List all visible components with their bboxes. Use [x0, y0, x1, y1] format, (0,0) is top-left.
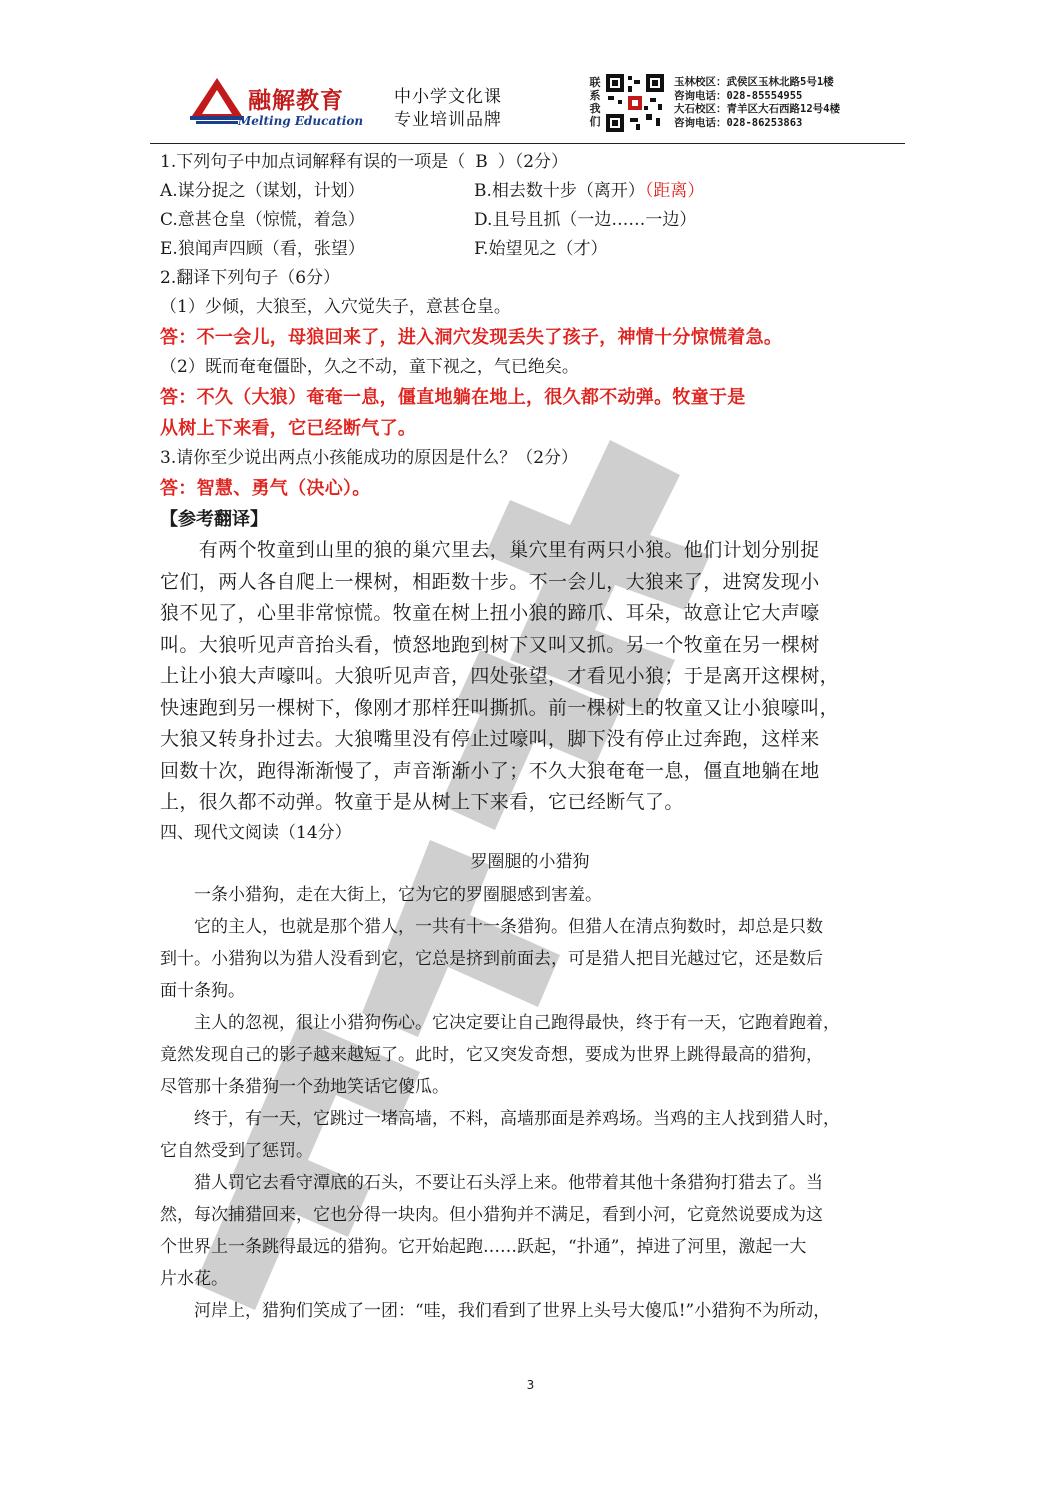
story-line: 一条小猎狗，走在大街上，它为它的罗圈腿感到害羞。	[160, 884, 602, 905]
options-row-cd	[160, 206, 920, 235]
page-header	[190, 72, 905, 142]
question-3: 3.请你至少说出两点小孩能成功的原因是什么？（2分）	[160, 448, 579, 468]
translation-line: 回数十次，跑得渐渐慢了，声音渐渐小了；不久大狼奄奄一息，僵直地躺在地	[160, 759, 820, 782]
option-e: E.狼闻声四顾（看，张望）	[160, 239, 365, 259]
translation-line: 快速跑到另一棵树下，像刚才那样狂叫撕抓。前一棵树上的牧童又让小狼嚎叫，	[160, 696, 840, 719]
option-d: D.且号且抓（一边……一边）	[474, 210, 697, 230]
campus-info	[674, 76, 840, 130]
page-content	[160, 148, 920, 1327]
translation-line: 叫。大狼听见声音抬头看，愤怒地跑到树下又叫又抓。另一个牧童在另一棵树	[160, 633, 820, 656]
story-line: 终于，有一天，它跳过一堵高墙，不料，高墙那面是养鸡场。当鸡的主人找到猎人时，	[160, 1108, 840, 1129]
section-4-title: 四、现代文阅读（14分）	[160, 822, 352, 843]
campus-line-4: 咨询电话：028-86253863	[674, 116, 803, 129]
question-2-1: （1）少倾，大狼至，入穴觉失子，意甚仓皇。	[160, 297, 511, 317]
question-1: 1.下列句子中加点词解释有误的一项是（ B ）（2分）	[160, 152, 569, 172]
translation-heading: 【参考翻译】	[160, 509, 268, 530]
question-1-answer: B	[475, 152, 488, 172]
answer-2-2-line-1: 答：不久（大狼）奄奄一息，僵直地躺在地上，很久都不动弹。牧童于是	[160, 387, 746, 408]
story-title: 罗圈腿的小猎狗	[470, 851, 590, 872]
contact-us-label: 联 系 我 们	[589, 76, 601, 128]
campus-line-3: 大石校区：青羊区大石西路12号4楼	[674, 103, 840, 115]
slogan-line-1: 中小学文化课	[394, 87, 502, 107]
story-line: 面十条狗。	[160, 980, 245, 1001]
campus-line-1: 玉林校区：武侯区玉林北路5号1楼	[674, 76, 834, 88]
translation-line: 有两个牧童到山里的狼的巢穴里去，巢穴里有两只小狼。他们计划分别捉	[160, 539, 820, 561]
translation-body	[160, 535, 920, 819]
option-f: F.始望见之（才）	[474, 239, 608, 259]
option-b-correction: （距离）	[644, 181, 705, 201]
translation-line: 上，很久都不动弹。牧童于是从树上下来看，它已经断气了。	[160, 791, 684, 813]
story-line: 它自然受到了惩罚。	[160, 1140, 313, 1161]
story-line: 河岸上，猎狗们笑成了一团：“哇，我们看到了世界上头号大傻瓜!”小猎狗不为所动，	[160, 1300, 831, 1321]
question-2-title: 2.翻译下列句子（6分）	[160, 268, 341, 288]
option-c: C.意甚仓皇（惊慌，着急）	[160, 210, 365, 230]
option-b: B.相去数十步（离开）	[474, 181, 645, 201]
header-divider	[150, 143, 905, 144]
story-line: 到十。小猎狗以为猎人没看到它，它总是挤到前面去，可是猎人把目光越过它，还是数后	[160, 948, 823, 969]
options-row-ab	[160, 177, 920, 206]
story-line: 猎人罚它去看守潭底的石头，不要让石头浮上来。他带着其他十条猎狗打猎去了。当	[160, 1172, 823, 1193]
slogan-line-2: 专业培训品牌	[394, 110, 502, 130]
options-row-ef	[160, 235, 920, 264]
story-line: 然，每次捕猎回来，它也分得一块肉。但小猎狗并不满足，看到小河，它竟然说要成为这	[160, 1204, 823, 1225]
translation-line: 上让小狼大声嚎叫。大狼听见声音，四处张望，才看见小狼；于是离开这棵树，	[160, 665, 840, 687]
translation-line: 狼不见了，心里非常惊慌。牧童在树上扭小狼的蹄爪、耳朵，故意让它大声嚎	[160, 602, 820, 624]
story-line: 它的主人，也就是那个猎人，一共有十一条猎狗。但猎人在清点狗数时，却总是只数	[160, 916, 823, 937]
logo-mountain-icon	[190, 76, 244, 126]
option-a: A.谋分捉之（谋划，计划）	[160, 181, 365, 201]
translation-line: 它们，两人各自爬上一棵树，相距数十步。不一会儿，大狼来了，进窝发现小	[160, 570, 820, 593]
logo-english-name: Melting Education	[238, 114, 364, 128]
story-line: 片水花。	[160, 1268, 228, 1289]
answer-2-1: 答：不一会儿，母狼回来了，进入洞穴发现丢失了孩子，神情十分惊慌着急。	[160, 327, 783, 348]
story-line: 竟然发现自己的影子越来越短了。此时，它又突发奇想，要成为世界上跳得最高的猎狗，	[160, 1044, 823, 1065]
answer-3: 答：智慧、勇气（决心）。	[160, 478, 371, 499]
answer-2-2-line-2: 从树上下来看，它已经断气了。	[160, 418, 417, 439]
slogan	[394, 86, 502, 132]
translation-line: 大狼又转身扑过去。大狼嘴里没有停止过嚎叫，脚下没有停止过奔跑，这样来	[160, 728, 820, 750]
story-line: 主人的忽视，很让小猎狗伤心。它决定要让自己跑得最快，终于有一天，它跑着跑着，	[160, 1012, 840, 1033]
qr-code-icon	[606, 74, 664, 132]
logo-name: 融解教育	[248, 88, 344, 114]
story-body	[160, 879, 920, 1327]
campus-line-2: 咨询电话：028-85554955	[674, 89, 803, 102]
page-number: 3	[526, 1378, 535, 1392]
story-line: 尽管那十条猎狗一个劲地笑话它傻瓜。	[160, 1076, 449, 1097]
question-2-2: （2）既而奄奄僵卧，久之不动，童下视之，气已绝矣。	[160, 357, 579, 377]
story-line: 个世界上一条跳得最远的猎狗。它开始起跑……跃起，“扑通”，掉进了河里，激起一大	[160, 1236, 807, 1257]
